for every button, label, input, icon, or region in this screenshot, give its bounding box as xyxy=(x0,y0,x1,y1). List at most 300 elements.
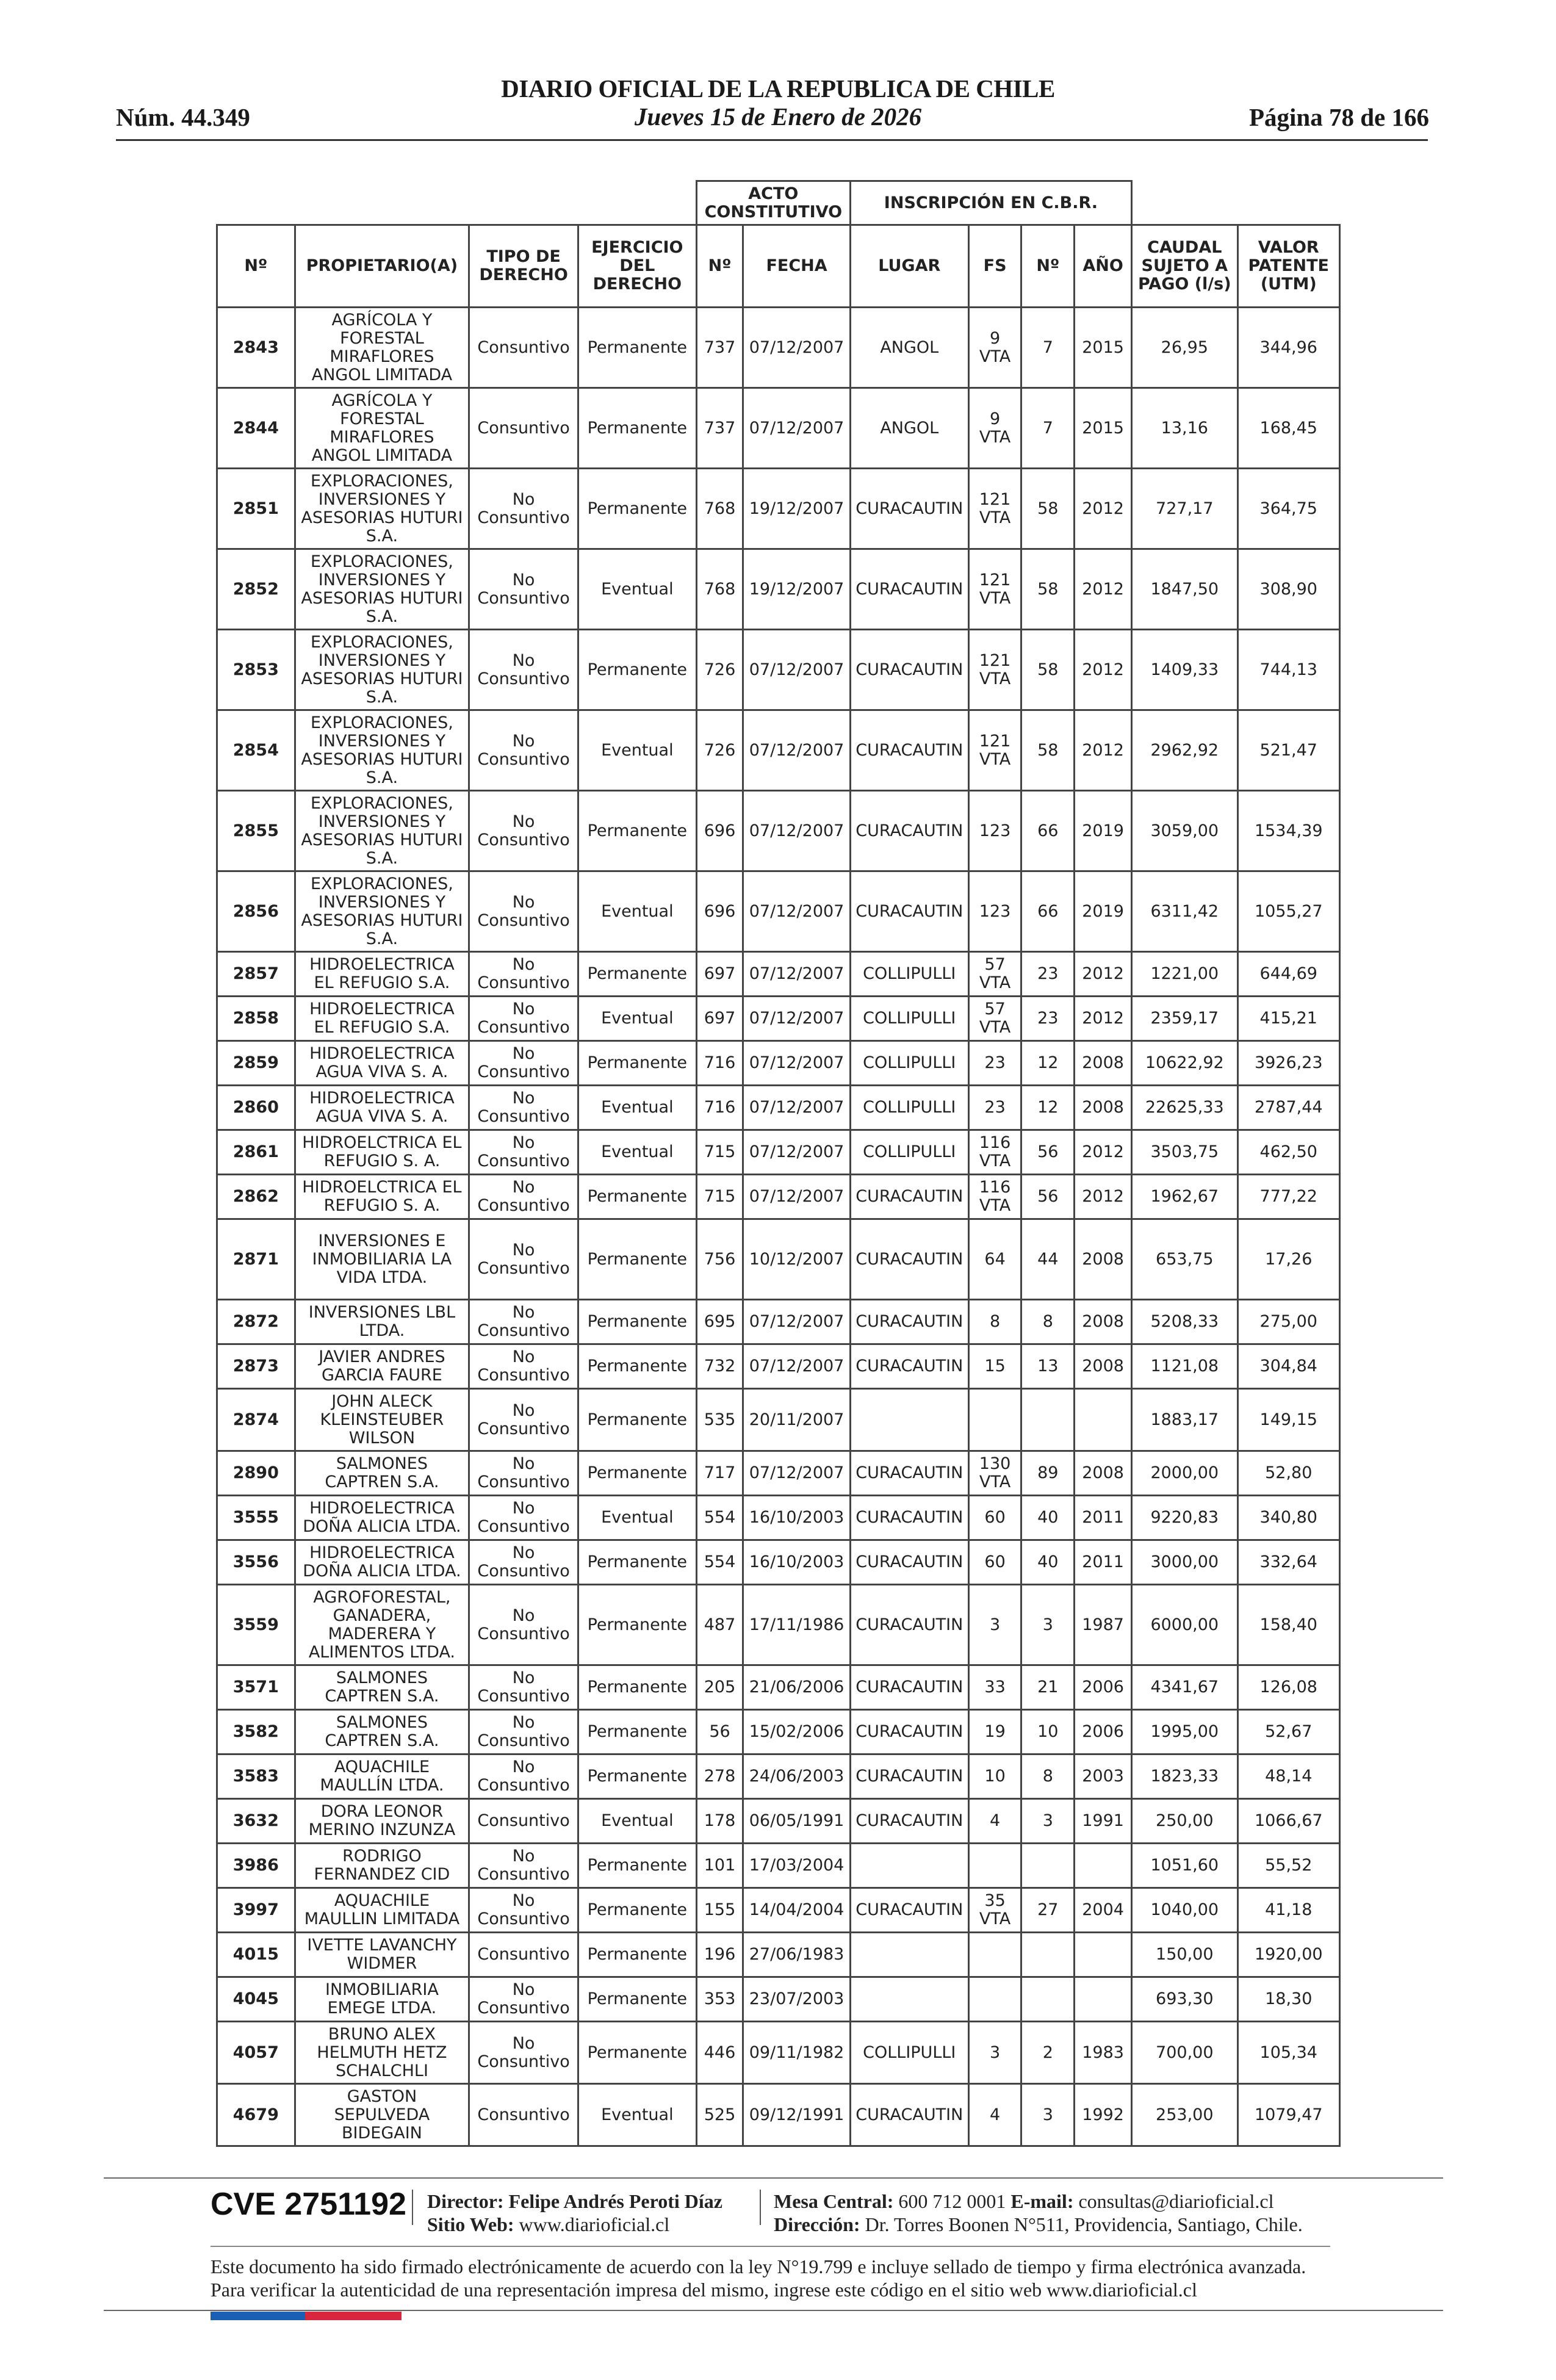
table-row xyxy=(217,630,1340,710)
owner-name: HIDROELECTRICA DOÑA ALICIA LTDA. xyxy=(295,1496,469,1540)
right-type: No Consuntivo xyxy=(469,1219,578,1300)
table-row xyxy=(217,710,1340,791)
row-number: 2855 xyxy=(217,791,295,871)
patent-value: 304,84 xyxy=(1237,1344,1339,1389)
issue-number: Núm. 44.349 xyxy=(116,103,250,131)
flow-rate: 1883,17 xyxy=(1132,1389,1237,1451)
cbr-place: CURACAUTIN xyxy=(850,1754,968,1799)
cbr-number: 13 xyxy=(1021,1344,1075,1389)
address-label: Dirección: xyxy=(774,2213,860,2235)
row-number: 2861 xyxy=(217,1130,295,1175)
cbr-year: 1991 xyxy=(1075,1799,1132,1844)
acto-date: 19/12/2007 xyxy=(743,549,851,630)
footer-director-block xyxy=(427,2190,722,2236)
row-number: 2843 xyxy=(217,308,295,388)
cbr-year: 2012 xyxy=(1075,1175,1132,1219)
acto-date: 09/12/1991 xyxy=(743,2084,851,2146)
cbr-number: 10 xyxy=(1021,1710,1075,1754)
patent-value: 644,69 xyxy=(1237,952,1339,997)
cbr-place: CURACAUTIN xyxy=(850,2084,968,2146)
patent-value: 1066,67 xyxy=(1237,1799,1339,1844)
publication-title: DIARIO OFICIAL DE LA REPUBLICA DE CHILE xyxy=(501,74,1055,103)
email-label: E-mail: xyxy=(1010,2190,1074,2212)
row-number: 3583 xyxy=(217,1754,295,1799)
row-number: 2871 xyxy=(217,1219,295,1300)
owner-name: AGRÍCOLA Y FORESTAL MIRAFLORES ANGOL LIMITADA xyxy=(295,388,469,469)
flag-stripe-red xyxy=(305,2312,402,2320)
right-type: Consuntivo xyxy=(469,1933,578,1977)
table-row xyxy=(217,1888,1340,1933)
flow-rate: 26,95 xyxy=(1132,308,1237,388)
email-link[interactable]: consultas@diarioficial.cl xyxy=(1078,2190,1274,2212)
exercise-type: Eventual xyxy=(578,1086,696,1130)
owner-name: BRUNO ALEX HELMUTH HETZ SCHALCHLI xyxy=(295,2022,469,2084)
flow-rate: 22625,33 xyxy=(1132,1086,1237,1130)
patent-value: 168,45 xyxy=(1237,388,1339,469)
cbr-number: 23 xyxy=(1021,952,1075,997)
row-number: 3582 xyxy=(217,1710,295,1754)
cbr-number xyxy=(1021,1844,1075,1888)
acto-date: 07/12/2007 xyxy=(743,388,851,469)
cbr-year: 2011 xyxy=(1075,1496,1132,1540)
right-type: No Consuntivo xyxy=(469,1451,578,1496)
owner-name: AQUACHILE MAULLÍN LTDA. xyxy=(295,1754,469,1799)
right-type: No Consuntivo xyxy=(469,997,578,1041)
patent-value: 364,75 xyxy=(1237,469,1339,549)
owner-name: AGROFORESTAL, GANADERA, MADERERA Y ALIMENTOS LTDA. xyxy=(295,1585,469,1665)
flow-rate: 1823,33 xyxy=(1132,1754,1237,1799)
flag-stripe-blue xyxy=(211,2312,305,2320)
flow-rate: 250,00 xyxy=(1132,1799,1237,1844)
cbr-fs: 130 VTA xyxy=(968,1451,1021,1496)
cbr-year: 2011 xyxy=(1075,1540,1132,1585)
cbr-year: 2008 xyxy=(1075,1300,1132,1344)
exercise-type: Permanente xyxy=(578,791,696,871)
cbr-year: 2015 xyxy=(1075,388,1132,469)
cbr-place: COLLIPULLI xyxy=(850,952,968,997)
row-number: 2858 xyxy=(217,997,295,1041)
patent-value: 1534,39 xyxy=(1237,791,1339,871)
flow-rate: 3000,00 xyxy=(1132,1540,1237,1585)
acto-date: 07/12/2007 xyxy=(743,1086,851,1130)
owner-name: EXPLORACIONES, INVERSIONES Y ASESORIAS HUTURI S.A. xyxy=(295,791,469,871)
acto-number: 696 xyxy=(696,791,743,871)
cbr-year: 2015 xyxy=(1075,308,1132,388)
cbr-place: CURACAUTIN xyxy=(850,1540,968,1585)
cbr-place xyxy=(850,1977,968,2022)
table-body xyxy=(217,308,1340,2146)
right-type: No Consuntivo xyxy=(469,1665,578,1710)
owner-name: DORA LEONOR MERINO INZUNZA xyxy=(295,1799,469,1844)
table-row xyxy=(217,1041,1340,1086)
right-type: Consuntivo xyxy=(469,388,578,469)
cbr-year: 2019 xyxy=(1075,791,1132,871)
flow-rate: 1221,00 xyxy=(1132,952,1237,997)
cbr-year xyxy=(1075,1844,1132,1888)
acto-number: 726 xyxy=(696,630,743,710)
cbr-fs: 64 xyxy=(968,1219,1021,1300)
right-type: No Consuntivo xyxy=(469,1710,578,1754)
table-row xyxy=(217,469,1340,549)
acto-date: 27/06/1983 xyxy=(743,1933,851,1977)
acto-number: 737 xyxy=(696,308,743,388)
cbr-place: CURACAUTIN xyxy=(850,1451,968,1496)
cbr-fs: 9 VTA xyxy=(968,308,1021,388)
table-row xyxy=(217,1933,1340,1977)
cbr-place xyxy=(850,1389,968,1451)
cbr-fs: 19 xyxy=(968,1710,1021,1754)
cbr-fs: 8 xyxy=(968,1300,1021,1344)
patent-value: 1055,27 xyxy=(1237,871,1339,952)
cbr-place: CURACAUTIN xyxy=(850,469,968,549)
exercise-type: Eventual xyxy=(578,2084,696,2146)
group-header-acto: ACTO CONSTITUTIVO xyxy=(696,181,850,225)
cbr-year: 2012 xyxy=(1075,469,1132,549)
patent-value: 275,00 xyxy=(1237,1300,1339,1344)
owner-name: AGRÍCOLA Y FORESTAL MIRAFLORES ANGOL LIMITADA xyxy=(295,308,469,388)
cbr-year: 2012 xyxy=(1075,710,1132,791)
exercise-type: Permanente xyxy=(578,1888,696,1933)
row-number: 3559 xyxy=(217,1585,295,1665)
patent-value: 52,80 xyxy=(1237,1451,1339,1496)
row-number: 2856 xyxy=(217,871,295,952)
acto-date: 23/07/2003 xyxy=(743,1977,851,2022)
flow-rate: 2962,92 xyxy=(1132,710,1237,791)
header-spacer xyxy=(1132,181,1340,225)
col-header-fs: FS xyxy=(968,225,1021,308)
flow-rate: 693,30 xyxy=(1132,1977,1237,2022)
flow-rate: 1409,33 xyxy=(1132,630,1237,710)
patent-value: 149,15 xyxy=(1237,1389,1339,1451)
row-number: 4045 xyxy=(217,1977,295,2022)
acto-number: 535 xyxy=(696,1389,743,1451)
owner-name: JAVIER ANDRES GARCIA FAURE xyxy=(295,1344,469,1389)
row-number: 3555 xyxy=(217,1496,295,1540)
acto-date: 09/11/1982 xyxy=(743,2022,851,2084)
patent-value: 415,21 xyxy=(1237,997,1339,1041)
footer-divider xyxy=(211,2246,1330,2247)
flow-rate: 6311,42 xyxy=(1132,871,1237,952)
flow-rate: 1962,67 xyxy=(1132,1175,1237,1219)
row-number: 2860 xyxy=(217,1086,295,1130)
exercise-type: Permanente xyxy=(578,1933,696,1977)
row-number: 2890 xyxy=(217,1451,295,1496)
footer-separator xyxy=(760,2190,761,2225)
right-type: No Consuntivo xyxy=(469,952,578,997)
cbr-place: CURACAUTIN xyxy=(850,1585,968,1665)
right-type: No Consuntivo xyxy=(469,1540,578,1585)
cbr-number: 89 xyxy=(1021,1451,1075,1496)
cbr-number: 12 xyxy=(1021,1086,1075,1130)
table-row xyxy=(217,1344,1340,1389)
owner-name: HIDROELECTRICA AGUA VIVA S. A. xyxy=(295,1041,469,1086)
cbr-year: 2008 xyxy=(1075,1041,1132,1086)
cbr-number: 7 xyxy=(1021,308,1075,388)
acto-date: 07/12/2007 xyxy=(743,952,851,997)
cbr-year: 2008 xyxy=(1075,1219,1132,1300)
flow-rate: 253,00 xyxy=(1132,2084,1237,2146)
cbr-year: 1983 xyxy=(1075,2022,1132,2084)
flow-rate: 150,00 xyxy=(1132,1933,1237,1977)
row-number: 2857 xyxy=(217,952,295,997)
cbr-number: 23 xyxy=(1021,997,1075,1041)
row-number: 4057 xyxy=(217,2022,295,2084)
owner-name: INVERSIONES LBL LTDA. xyxy=(295,1300,469,1344)
cbr-place: CURACAUTIN xyxy=(850,1888,968,1933)
exercise-type: Permanente xyxy=(578,1389,696,1451)
acto-date: 06/05/1991 xyxy=(743,1799,851,1844)
exercise-type: Eventual xyxy=(578,871,696,952)
right-type: No Consuntivo xyxy=(469,1344,578,1389)
owner-name: SALMONES CAPTREN S.A. xyxy=(295,1710,469,1754)
owner-name: INMOBILIARIA EMEGE LTDA. xyxy=(295,1977,469,2022)
cbr-number: 21 xyxy=(1021,1665,1075,1710)
row-number: 2851 xyxy=(217,469,295,549)
right-type: No Consuntivo xyxy=(469,1888,578,1933)
acto-number: 732 xyxy=(696,1344,743,1389)
right-type: Consuntivo xyxy=(469,2084,578,2146)
table-row xyxy=(217,2022,1340,2084)
cbr-fs xyxy=(968,1389,1021,1451)
patent-value: 105,34 xyxy=(1237,2022,1339,2084)
cbr-fs xyxy=(968,1933,1021,1977)
flow-rate: 3059,00 xyxy=(1132,791,1237,871)
acto-date: 21/06/2006 xyxy=(743,1665,851,1710)
cbr-year: 2019 xyxy=(1075,871,1132,952)
cbr-year: 2012 xyxy=(1075,952,1132,997)
cbr-number: 40 xyxy=(1021,1540,1075,1585)
page-number: Página 78 de 166 xyxy=(1249,103,1429,131)
flow-rate: 2359,17 xyxy=(1132,997,1237,1041)
cbr-number xyxy=(1021,1977,1075,2022)
row-number: 3571 xyxy=(217,1665,295,1710)
acto-number: 768 xyxy=(696,549,743,630)
table-row xyxy=(217,997,1340,1041)
cbr-place: CURACAUTIN xyxy=(850,1496,968,1540)
acto-date: 20/11/2007 xyxy=(743,1389,851,1451)
cbr-place: CURACAUTIN xyxy=(850,1219,968,1300)
col-header-lugar: LUGAR xyxy=(850,225,968,308)
cbr-year: 2012 xyxy=(1075,630,1132,710)
owner-name: HIDROELECTRICA EL REFUGIO S.A. xyxy=(295,952,469,997)
director-name: Felipe Andrés Peroti Díaz xyxy=(508,2190,722,2212)
cbr-number: 58 xyxy=(1021,710,1075,791)
right-type: No Consuntivo xyxy=(469,1086,578,1130)
exercise-type: Eventual xyxy=(578,1130,696,1175)
cbr-number: 27 xyxy=(1021,1888,1075,1933)
acto-number: 697 xyxy=(696,952,743,997)
header-divider xyxy=(116,139,1428,141)
patent-value: 17,26 xyxy=(1237,1219,1339,1300)
row-number: 2852 xyxy=(217,549,295,630)
acto-number: 155 xyxy=(696,1888,743,1933)
right-type: Consuntivo xyxy=(469,1799,578,1844)
acto-date: 07/12/2007 xyxy=(743,1130,851,1175)
acto-date: 07/12/2007 xyxy=(743,710,851,791)
right-type: No Consuntivo xyxy=(469,791,578,871)
col-header-tipo: TIPO DE DERECHO xyxy=(469,225,578,308)
acto-number: 101 xyxy=(696,1844,743,1888)
cbr-year xyxy=(1075,1389,1132,1451)
cbr-place: CURACAUTIN xyxy=(850,791,968,871)
acto-date: 07/12/2007 xyxy=(743,871,851,952)
cbr-place: COLLIPULLI xyxy=(850,2022,968,2084)
cbr-number: 56 xyxy=(1021,1175,1075,1219)
cbr-fs: 4 xyxy=(968,2084,1021,2146)
col-header-anio: AÑO xyxy=(1075,225,1132,308)
exercise-type: Permanente xyxy=(578,1219,696,1300)
col-header-ejercicio: EJERCICIO DEL DERECHO xyxy=(578,225,696,308)
row-number: 2873 xyxy=(217,1344,295,1389)
cbr-fs: 60 xyxy=(968,1496,1021,1540)
right-type: No Consuntivo xyxy=(469,1041,578,1086)
flow-rate: 5208,33 xyxy=(1132,1300,1237,1344)
cbr-number: 44 xyxy=(1021,1219,1075,1300)
row-number: 4679 xyxy=(217,2084,295,2146)
cbr-place: CURACAUTIN xyxy=(850,871,968,952)
table-row xyxy=(217,1086,1340,1130)
cbr-number: 58 xyxy=(1021,630,1075,710)
flow-rate: 1051,60 xyxy=(1132,1844,1237,1888)
patent-value: 1920,00 xyxy=(1237,1933,1339,1977)
acto-date: 07/12/2007 xyxy=(743,997,851,1041)
cbr-place: COLLIPULLI xyxy=(850,1041,968,1086)
patent-value: 462,50 xyxy=(1237,1130,1339,1175)
acto-number: 716 xyxy=(696,1041,743,1086)
acto-number: 554 xyxy=(696,1496,743,1540)
cbr-year: 2006 xyxy=(1075,1665,1132,1710)
website-link[interactable]: www.diarioficial.cl xyxy=(519,2213,670,2235)
right-type: No Consuntivo xyxy=(469,871,578,952)
patent-value: 2787,44 xyxy=(1237,1086,1339,1130)
acto-number: 446 xyxy=(696,2022,743,2084)
col-header-propietario: PROPIETARIO(A) xyxy=(295,225,469,308)
right-type: No Consuntivo xyxy=(469,1496,578,1540)
right-type: No Consuntivo xyxy=(469,1754,578,1799)
cbr-place xyxy=(850,1933,968,1977)
row-number: 2874 xyxy=(217,1389,295,1451)
acto-number: 696 xyxy=(696,871,743,952)
cbr-year: 2003 xyxy=(1075,1754,1132,1799)
cbr-year: 2012 xyxy=(1075,549,1132,630)
patent-value: 18,30 xyxy=(1237,1977,1339,2022)
footer-divider xyxy=(104,2310,1443,2311)
col-header-acto-n: Nº xyxy=(696,225,743,308)
exercise-type: Permanente xyxy=(578,1585,696,1665)
cbr-number: 58 xyxy=(1021,549,1075,630)
acto-number: 554 xyxy=(696,1540,743,1585)
right-type: No Consuntivo xyxy=(469,1977,578,2022)
owner-name: JOHN ALECK KLEINSTEUBER WILSON xyxy=(295,1389,469,1451)
acto-number: 726 xyxy=(696,710,743,791)
acto-number: 768 xyxy=(696,469,743,549)
flow-rate: 10622,92 xyxy=(1132,1041,1237,1086)
owner-name: IVETTE LAVANCHY WIDMER xyxy=(295,1933,469,1977)
cbr-number: 56 xyxy=(1021,1130,1075,1175)
address: Dr. Torres Boonen N°511, Providencia, Santiago, Chile. xyxy=(865,2213,1303,2235)
patent-value: 126,08 xyxy=(1237,1665,1339,1710)
cbr-fs: 121 VTA xyxy=(968,469,1021,549)
exercise-type: Permanente xyxy=(578,1844,696,1888)
cbr-fs: 123 xyxy=(968,791,1021,871)
acto-date: 07/12/2007 xyxy=(743,1041,851,1086)
table-row xyxy=(217,1451,1340,1496)
col-header-valor: VALOR PATENTE (UTM) xyxy=(1237,225,1339,308)
acto-date: 16/10/2003 xyxy=(743,1496,851,1540)
table-row xyxy=(217,952,1340,997)
row-number: 2854 xyxy=(217,710,295,791)
cbr-fs: 57 VTA xyxy=(968,952,1021,997)
flow-rate: 4341,67 xyxy=(1132,1665,1237,1710)
footer-divider xyxy=(104,2177,1443,2179)
cbr-fs: 23 xyxy=(968,1086,1021,1130)
col-header-fecha: FECHA xyxy=(743,225,851,308)
cbr-fs: 35 VTA xyxy=(968,1888,1021,1933)
col-header-insc-n: Nº xyxy=(1021,225,1075,308)
cbr-year: 2008 xyxy=(1075,1086,1132,1130)
exercise-type: Permanente xyxy=(578,1041,696,1086)
owner-name: EXPLORACIONES, INVERSIONES Y ASESORIAS HUTURI S.A. xyxy=(295,871,469,952)
cve-code: CVE 2751192 xyxy=(211,2187,406,2222)
table-row xyxy=(217,1585,1340,1665)
acto-number: 196 xyxy=(696,1933,743,1977)
cbr-number xyxy=(1021,1933,1075,1977)
patent-value: 55,52 xyxy=(1237,1844,1339,1888)
cbr-fs: 121 VTA xyxy=(968,710,1021,791)
patent-value: 777,22 xyxy=(1237,1175,1339,1219)
exercise-type: Eventual xyxy=(578,1496,696,1540)
owner-name: HIDROELCTRICA EL REFUGIO S. A. xyxy=(295,1175,469,1219)
cbr-year: 2006 xyxy=(1075,1710,1132,1754)
exercise-type: Permanente xyxy=(578,630,696,710)
owner-name: GASTON SEPULVEDA BIDEGAIN xyxy=(295,2084,469,2146)
exercise-type: Permanente xyxy=(578,469,696,549)
cbr-place: ANGOL xyxy=(850,388,968,469)
mesa-phone: 600 712 0001 xyxy=(898,2190,1006,2212)
cbr-fs: 123 xyxy=(968,871,1021,952)
table-row xyxy=(217,791,1340,871)
cbr-place: CURACAUTIN xyxy=(850,1710,968,1754)
cbr-place: ANGOL xyxy=(850,308,968,388)
exercise-type: Eventual xyxy=(578,997,696,1041)
acto-date: 19/12/2007 xyxy=(743,469,851,549)
exercise-type: Eventual xyxy=(578,549,696,630)
cbr-number: 66 xyxy=(1021,791,1075,871)
flow-rate: 9220,83 xyxy=(1132,1496,1237,1540)
acto-date: 07/12/2007 xyxy=(743,630,851,710)
right-type: No Consuntivo xyxy=(469,1585,578,1665)
right-type: Consuntivo xyxy=(469,308,578,388)
cbr-fs: 3 xyxy=(968,2022,1021,2084)
table-row xyxy=(217,1540,1340,1585)
patent-value: 48,14 xyxy=(1237,1754,1339,1799)
owner-name: EXPLORACIONES, INVERSIONES Y ASESORIAS HUTURI S.A. xyxy=(295,630,469,710)
row-number: 3986 xyxy=(217,1844,295,1888)
cbr-fs: 57 VTA xyxy=(968,997,1021,1041)
flow-rate: 700,00 xyxy=(1132,2022,1237,2084)
cbr-fs: 121 VTA xyxy=(968,549,1021,630)
cbr-year: 1992 xyxy=(1075,2084,1132,2146)
flow-rate: 727,17 xyxy=(1132,469,1237,549)
table-row xyxy=(217,1977,1340,2022)
table-row xyxy=(217,1300,1340,1344)
owner-name: EXPLORACIONES, INVERSIONES Y ASESORIAS HUTURI S.A. xyxy=(295,549,469,630)
cbr-fs: 33 xyxy=(968,1665,1021,1710)
patent-value: 52,67 xyxy=(1237,1710,1339,1754)
cbr-fs: 15 xyxy=(968,1344,1021,1389)
right-type: No Consuntivo xyxy=(469,1844,578,1888)
cbr-place xyxy=(850,1844,968,1888)
